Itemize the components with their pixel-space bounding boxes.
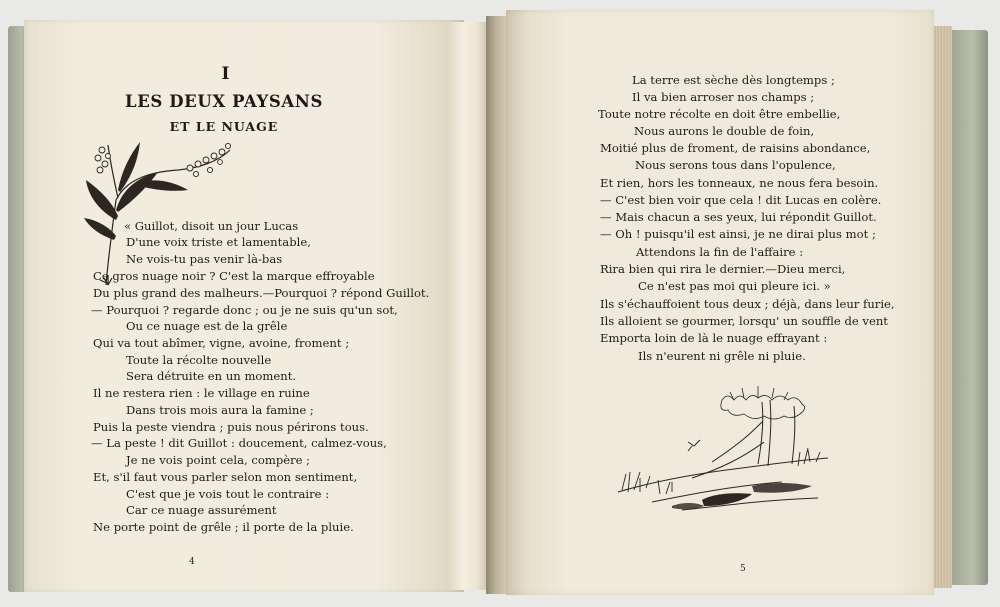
verse-line: Et, s'il faut vous parler selon mon sentiment, (93, 470, 358, 484)
left-page (24, 20, 464, 592)
verse-line: Rira bien qui rira le dernier.—Dieu merci, (600, 262, 846, 276)
gutter-shadow (486, 16, 508, 594)
verse-line: Ou ce nuage est de la grêle (126, 319, 288, 333)
verse-line: Attendons la fin de l'affaire : (636, 245, 804, 259)
verse-line: Ne porte point de grêle ; il porte de la pluie. (93, 520, 354, 534)
verse-line: Ce n'est pas moi qui pleure ici. » (638, 279, 831, 293)
verse-line: Et rien, hors les tonneaux, ne nous fera besoin. (600, 176, 879, 190)
verse-line: — Mais chacun a ses yeux, lui répondit Guillot. (600, 210, 877, 224)
verse-line: Toute notre récolte en doit être embellie, (598, 107, 841, 121)
verse-line: — Pourquoi ? regarde donc ; ou je ne suis qu'un sot, (91, 303, 398, 317)
verse-line: Du plus grand des malheurs.—Pourquoi ? répond Guillot. (93, 286, 430, 300)
verse-line: Il ne restera rien : le village en ruine (93, 386, 310, 400)
chapter-subtitle: ET LE NUAGE (169, 119, 279, 134)
verse-line: Il va bien arroser nos champs ; (632, 90, 815, 104)
verse-line: Moitié plus de froment, de raisins abondance, (600, 141, 871, 155)
verse-line: — C'est bien voir que cela ! dit Lucas en colère. (600, 193, 882, 207)
chapter-title: LES DEUX PAYSANS (125, 92, 323, 111)
verse-line: Car ce nuage assurément (126, 503, 277, 517)
verse-line: Sera détruite en un moment. (126, 369, 297, 383)
verse-line: Qui va tout abîmer, vigne, avoine, froment ; (93, 336, 350, 350)
verse-line: Nous serons tous dans l'opulence, (635, 158, 836, 172)
verse-line: C'est que je vois tout le contraire : (126, 487, 330, 501)
verse-line: — Oh ! puisqu'il est ainsi, je ne dirai plus mot ; (600, 227, 876, 241)
verse-line: La terre est sèche dès longtemps ; (632, 73, 835, 87)
verse-line: Ce gros nuage noir ? C'est la marque effroyable (93, 269, 375, 283)
verse-line: Puis la peste viendra ; puis nous périrons tous. (93, 420, 369, 434)
verse-line: D'une voix triste et lamentable, (126, 235, 311, 249)
verse-line: Je ne vois point cela, compère ; (126, 453, 311, 467)
page-number-left: 4 (189, 557, 195, 567)
verse-line: « Guillot, disoit un jour Lucas (124, 219, 299, 233)
verse-line: — La peste ! dit Guillot : doucement, calmez-vous, (91, 436, 387, 450)
verse-line: Dans trois mois aura la famine ; (126, 403, 314, 417)
page-number-right: 5 (740, 564, 746, 574)
landscape-vignette-illustration (612, 382, 832, 542)
verse-line: Toute la récolte nouvelle (126, 353, 272, 367)
verse-line: Ils n'eurent ni grêle ni pluie. (638, 349, 806, 363)
book-cover-right (950, 30, 988, 585)
verse-line: Ils s'échauffoient tous deux ; déjà, dans leur furie, (600, 297, 895, 311)
right-page (506, 10, 934, 595)
chapter-number: I (221, 64, 231, 84)
verse-line: Nous aurons le double de foin, (634, 124, 815, 138)
verse-line: Ils alloient se gourmer, lorsqu' un souffle de vent (600, 314, 888, 328)
gutter (446, 22, 490, 590)
verse-line: Ne vois-tu pas venir là-bas (126, 252, 283, 266)
verse-line: Emporta loin de là le nuage effrayant : (600, 331, 828, 345)
